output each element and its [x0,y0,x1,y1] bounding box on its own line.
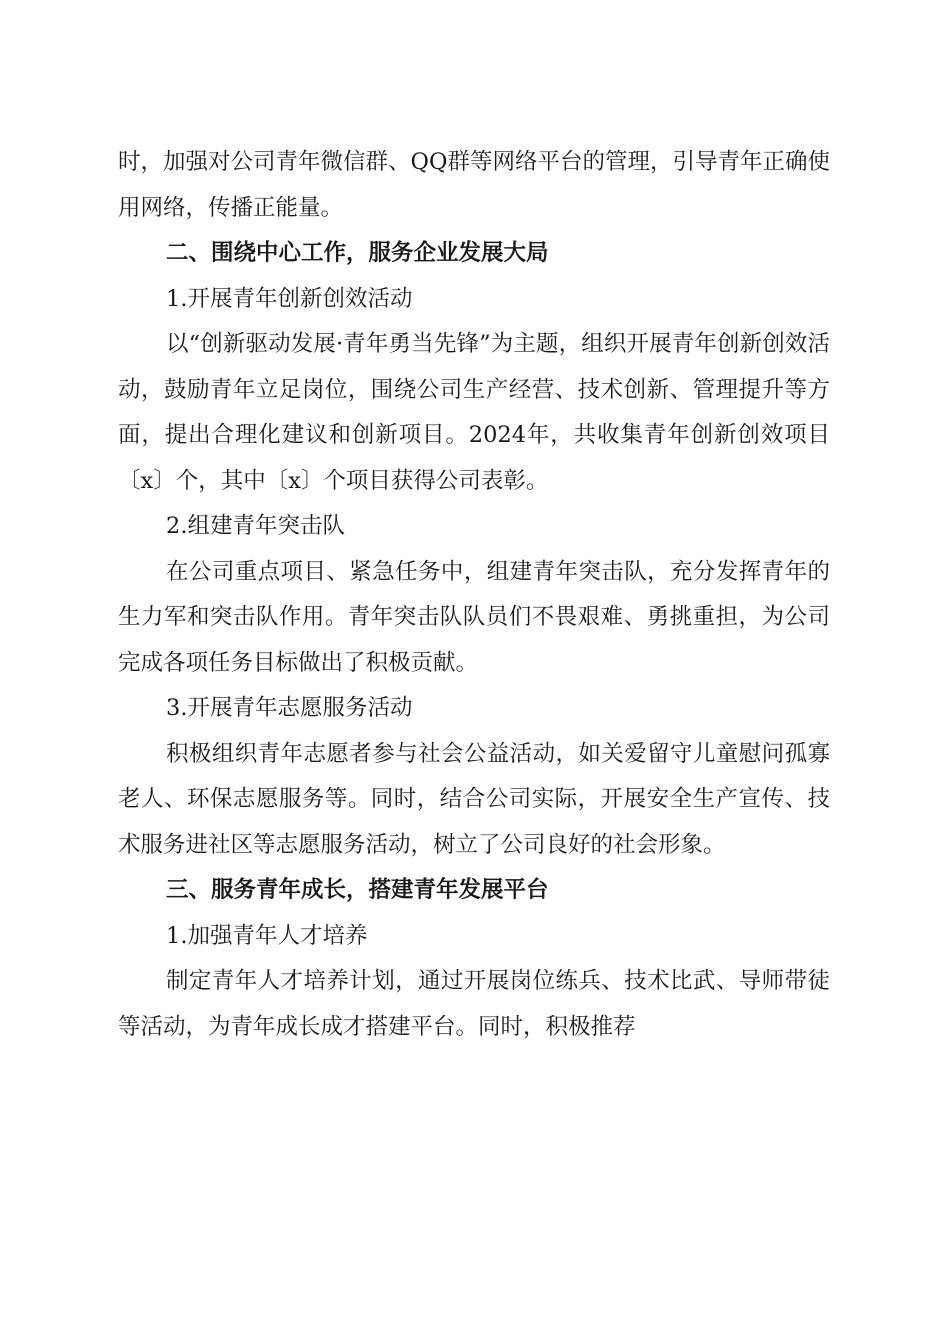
section-heading-3: 三、服务青年成长，搭建青年发展平台 [166,877,549,903]
paragraph-innovation: 以“创新驱动发展·青年勇当先锋”为主题，组织开展青年创新创效活动，鼓励青年立足岗位，围绕公司生产经营、技术创新、管理提升等方面，提出合理化建议和创新项目。2024年，共收集青年创新创效项目〔x〕个，其中〔x〕个项目获得公司表彰。 [118,331,830,494]
paragraph-volunteer: 积极组织青年志愿者参与社会公益活动，如关爱留守儿童慰问孤寡老人、环保志愿服务等。同时，结合公司实际，开展安全生产宣传、技术服务进社区等志愿服务活动，树立了公司良好的社会形象。 [118,740,830,858]
subheading-2-2: 2.组建青年突击队 [166,513,345,539]
section-heading-2: 二、围绕中心工作，服务企业发展大局 [166,240,549,266]
paragraph-continuation: 时，加强对公司青年微信群、QQ群等网络平台的管理，引导青年正确使用网络，传播正能量。 [118,149,830,221]
subheading-2-3: 3.开展青年志愿服务活动 [166,695,413,721]
paragraph-commando-team: 在公司重点项目、紧急任务中，组建青年突击队，充分发挥青年的生力军和突击队作用。青年突击队队员们不畏艰难、勇挑重担，为公司完成各项任务目标做出了积极贡献。 [118,558,830,676]
paragraph-talent-training: 制定青年人才培养计划，通过开展岗位练兵、技术比武、导师带徒等活动，为青年成长成才搭建平台。同时，积极推荐 [118,968,830,1040]
subheading-3-1: 1.加强青年人才培养 [166,922,368,949]
subheading-2-1: 1.开展青年创新创效活动 [166,285,413,312]
document-page [118,140,830,1050]
